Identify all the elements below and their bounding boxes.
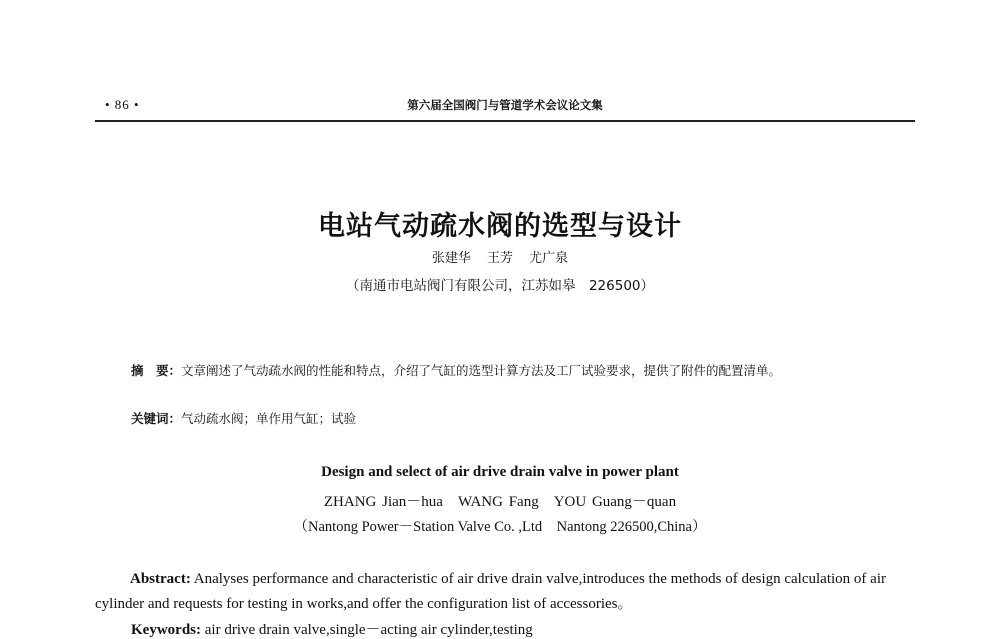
keywords-text-en: air drive drain valve,single－acting air cylinder,testing bbox=[201, 622, 533, 638]
abstract-label-cn: 摘 要： bbox=[131, 363, 182, 378]
abstract-text-cn: 文章阐述了气动疏水阀的性能和特点，介绍了气缸的选型计算方法及工厂试验要求，提供了附件的配置清单。 bbox=[181, 363, 782, 378]
authors-en: ZHANG Jian－hua WANG Fang YOU Guang－quan bbox=[323, 494, 677, 510]
journal-title: 第六届全国阀门与管道学术会议论文集 bbox=[407, 98, 603, 112]
abstract-en bbox=[95, 567, 915, 617]
header-divider bbox=[95, 120, 915, 122]
keywords-cn bbox=[131, 409, 356, 427]
abstract-text-en: Analyses performance and characteristic of air drive drain valve,introduces the methods of design calculation of air cylinder and requests for testing in works,and offer the configuration list of accessories。 bbox=[95, 571, 886, 612]
keywords-label-en: Keywords: bbox=[131, 622, 201, 638]
affiliation-cn: （南通市电站阀门有限公司，江苏如皋 226500） bbox=[345, 278, 655, 294]
keywords-label-cn: 关键词： bbox=[131, 411, 182, 426]
keywords-en bbox=[131, 618, 533, 639]
abstract-cn bbox=[95, 358, 915, 383]
paper-title-cn: 电站气动疏水阀的选型与设计 bbox=[318, 211, 682, 242]
running-head bbox=[95, 94, 915, 118]
keywords-text-cn: 气动疏水阀；单作用气缸；试验 bbox=[181, 411, 357, 426]
affiliation-en: （Nantong Power－Station Valve Co. ,Ltd Nantong 226500,China） bbox=[293, 519, 707, 535]
paper-title-en: Design and select of air drive drain valve in power plant bbox=[321, 464, 679, 480]
page-number: • 86 • bbox=[105, 97, 140, 112]
authors-cn: 张建华 王芳 尤广泉 bbox=[431, 251, 569, 266]
abstract-label-en: Abstract: bbox=[130, 571, 191, 587]
